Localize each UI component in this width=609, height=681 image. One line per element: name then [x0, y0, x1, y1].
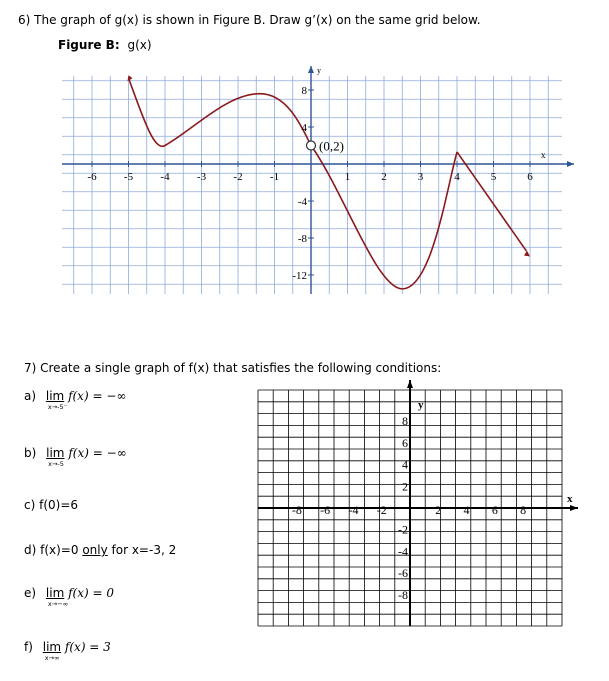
curve-linear-arrow — [524, 251, 530, 257]
y-tick-label: -4 — [398, 544, 408, 559]
y-tick-label: 4 — [402, 457, 408, 472]
x-tick-label: -8 — [291, 503, 302, 517]
cond-b-expr: f(x) = −∞ — [68, 446, 127, 460]
q7-prompt: 7) Create a single graph of f(x) that satisfies the following conditions: — [24, 361, 442, 375]
cond-a-expr: f(x) = −∞ — [68, 389, 127, 403]
x-tick-label: 5 — [490, 171, 497, 183]
y-tick-label: 2 — [402, 479, 408, 494]
figure-fn: g(x) — [127, 38, 152, 52]
y-tick-label: -4 — [297, 196, 307, 208]
figure-label: Figure B: — [58, 38, 120, 52]
figure-b-tick-labels — [87, 66, 546, 282]
cond-b-sub: x→-5 — [48, 460, 64, 468]
y-tick-label: 8 — [301, 85, 307, 97]
x-tick-label: 2 — [381, 171, 387, 183]
condition-f — [24, 640, 111, 662]
cond-f-lim: lim — [42, 640, 62, 654]
cond-f-expr: f(x) = 3 — [64, 640, 111, 654]
cond-d-post: for x=-3, 2 — [107, 543, 177, 557]
figure-b-grid — [62, 76, 562, 294]
curve-linear-piece — [457, 152, 526, 251]
x-axis-label: x — [540, 150, 546, 160]
x-axis-label: x — [567, 493, 573, 505]
y-tick-label: -12 — [292, 270, 307, 282]
x-tick-label: 8 — [520, 503, 527, 517]
x-tick-label: 4 — [454, 171, 460, 183]
g-curve — [128, 75, 531, 289]
cond-f-label: f) — [24, 640, 33, 654]
x-tick-label: -4 — [348, 503, 359, 517]
y-tick-label: 4 — [301, 122, 307, 134]
y-tick-label: -2 — [398, 522, 408, 537]
x-axis-arrow — [567, 161, 574, 167]
figure-b-axes — [62, 66, 574, 294]
x-tick-label: 1 — [344, 171, 351, 183]
y-axis-arrow — [308, 66, 314, 73]
cond-a-sub: x→-5⁻ — [47, 403, 68, 411]
x-tick-label: 3 — [417, 171, 424, 183]
y-tick-label: 8 — [402, 414, 408, 429]
point-label: (0,2) — [319, 138, 344, 154]
y-tick-label: -8 — [297, 233, 307, 245]
x-tick-label: -3 — [196, 171, 207, 183]
y-axis-arrow — [407, 380, 413, 388]
x-tick-label: -6 — [87, 171, 97, 183]
x-tick-label: 2 — [435, 503, 442, 517]
y-axis-label: y — [418, 399, 424, 411]
x-tick-label: 4 — [463, 503, 470, 517]
cond-d-pre: d) f(x)=0 — [24, 543, 83, 557]
y-tick-label: -6 — [398, 566, 408, 581]
y-axis-label: y — [317, 66, 321, 75]
cond-a-lim: lim — [45, 389, 65, 403]
x-tick-label: -2 — [233, 171, 243, 183]
cond-e-label: e) — [24, 586, 37, 600]
x-tick-label: -1 — [269, 171, 280, 183]
cond-b-lim: lim — [46, 446, 65, 460]
x-tick-label: -4 — [160, 171, 170, 183]
x-tick-label: -2 — [376, 503, 387, 517]
q7-axes — [258, 380, 578, 626]
y-tick-label: 6 — [402, 435, 408, 450]
x-tick-label: -5 — [123, 171, 134, 183]
x-tick-label: 6 — [527, 171, 533, 183]
x-axis-arrow — [570, 505, 578, 511]
cond-e-lim: lim — [45, 586, 65, 600]
x-tick-label: -6 — [320, 503, 331, 517]
cond-f-sub: x→∞ — [44, 654, 60, 662]
figure-b-graph — [0, 0, 609, 330]
x-tick-label: 6 — [491, 503, 498, 517]
cond-b-label: b) — [24, 446, 37, 460]
open-point-marker — [307, 141, 316, 150]
cond-e-sub: x→−∞ — [47, 600, 69, 608]
q7-grid — [0, 370, 609, 630]
condition-c: c) f(0)=6 — [24, 498, 79, 512]
cond-e-expr: f(x) = 0 — [68, 586, 114, 600]
q6-prompt: 6) The graph of g(x) is shown in Figure B. Draw g’(x) on the same grid below. — [18, 13, 481, 27]
cond-d-only: only — [82, 543, 108, 557]
y-tick-label: -8 — [398, 587, 408, 602]
cond-a-label: a) — [24, 389, 37, 403]
